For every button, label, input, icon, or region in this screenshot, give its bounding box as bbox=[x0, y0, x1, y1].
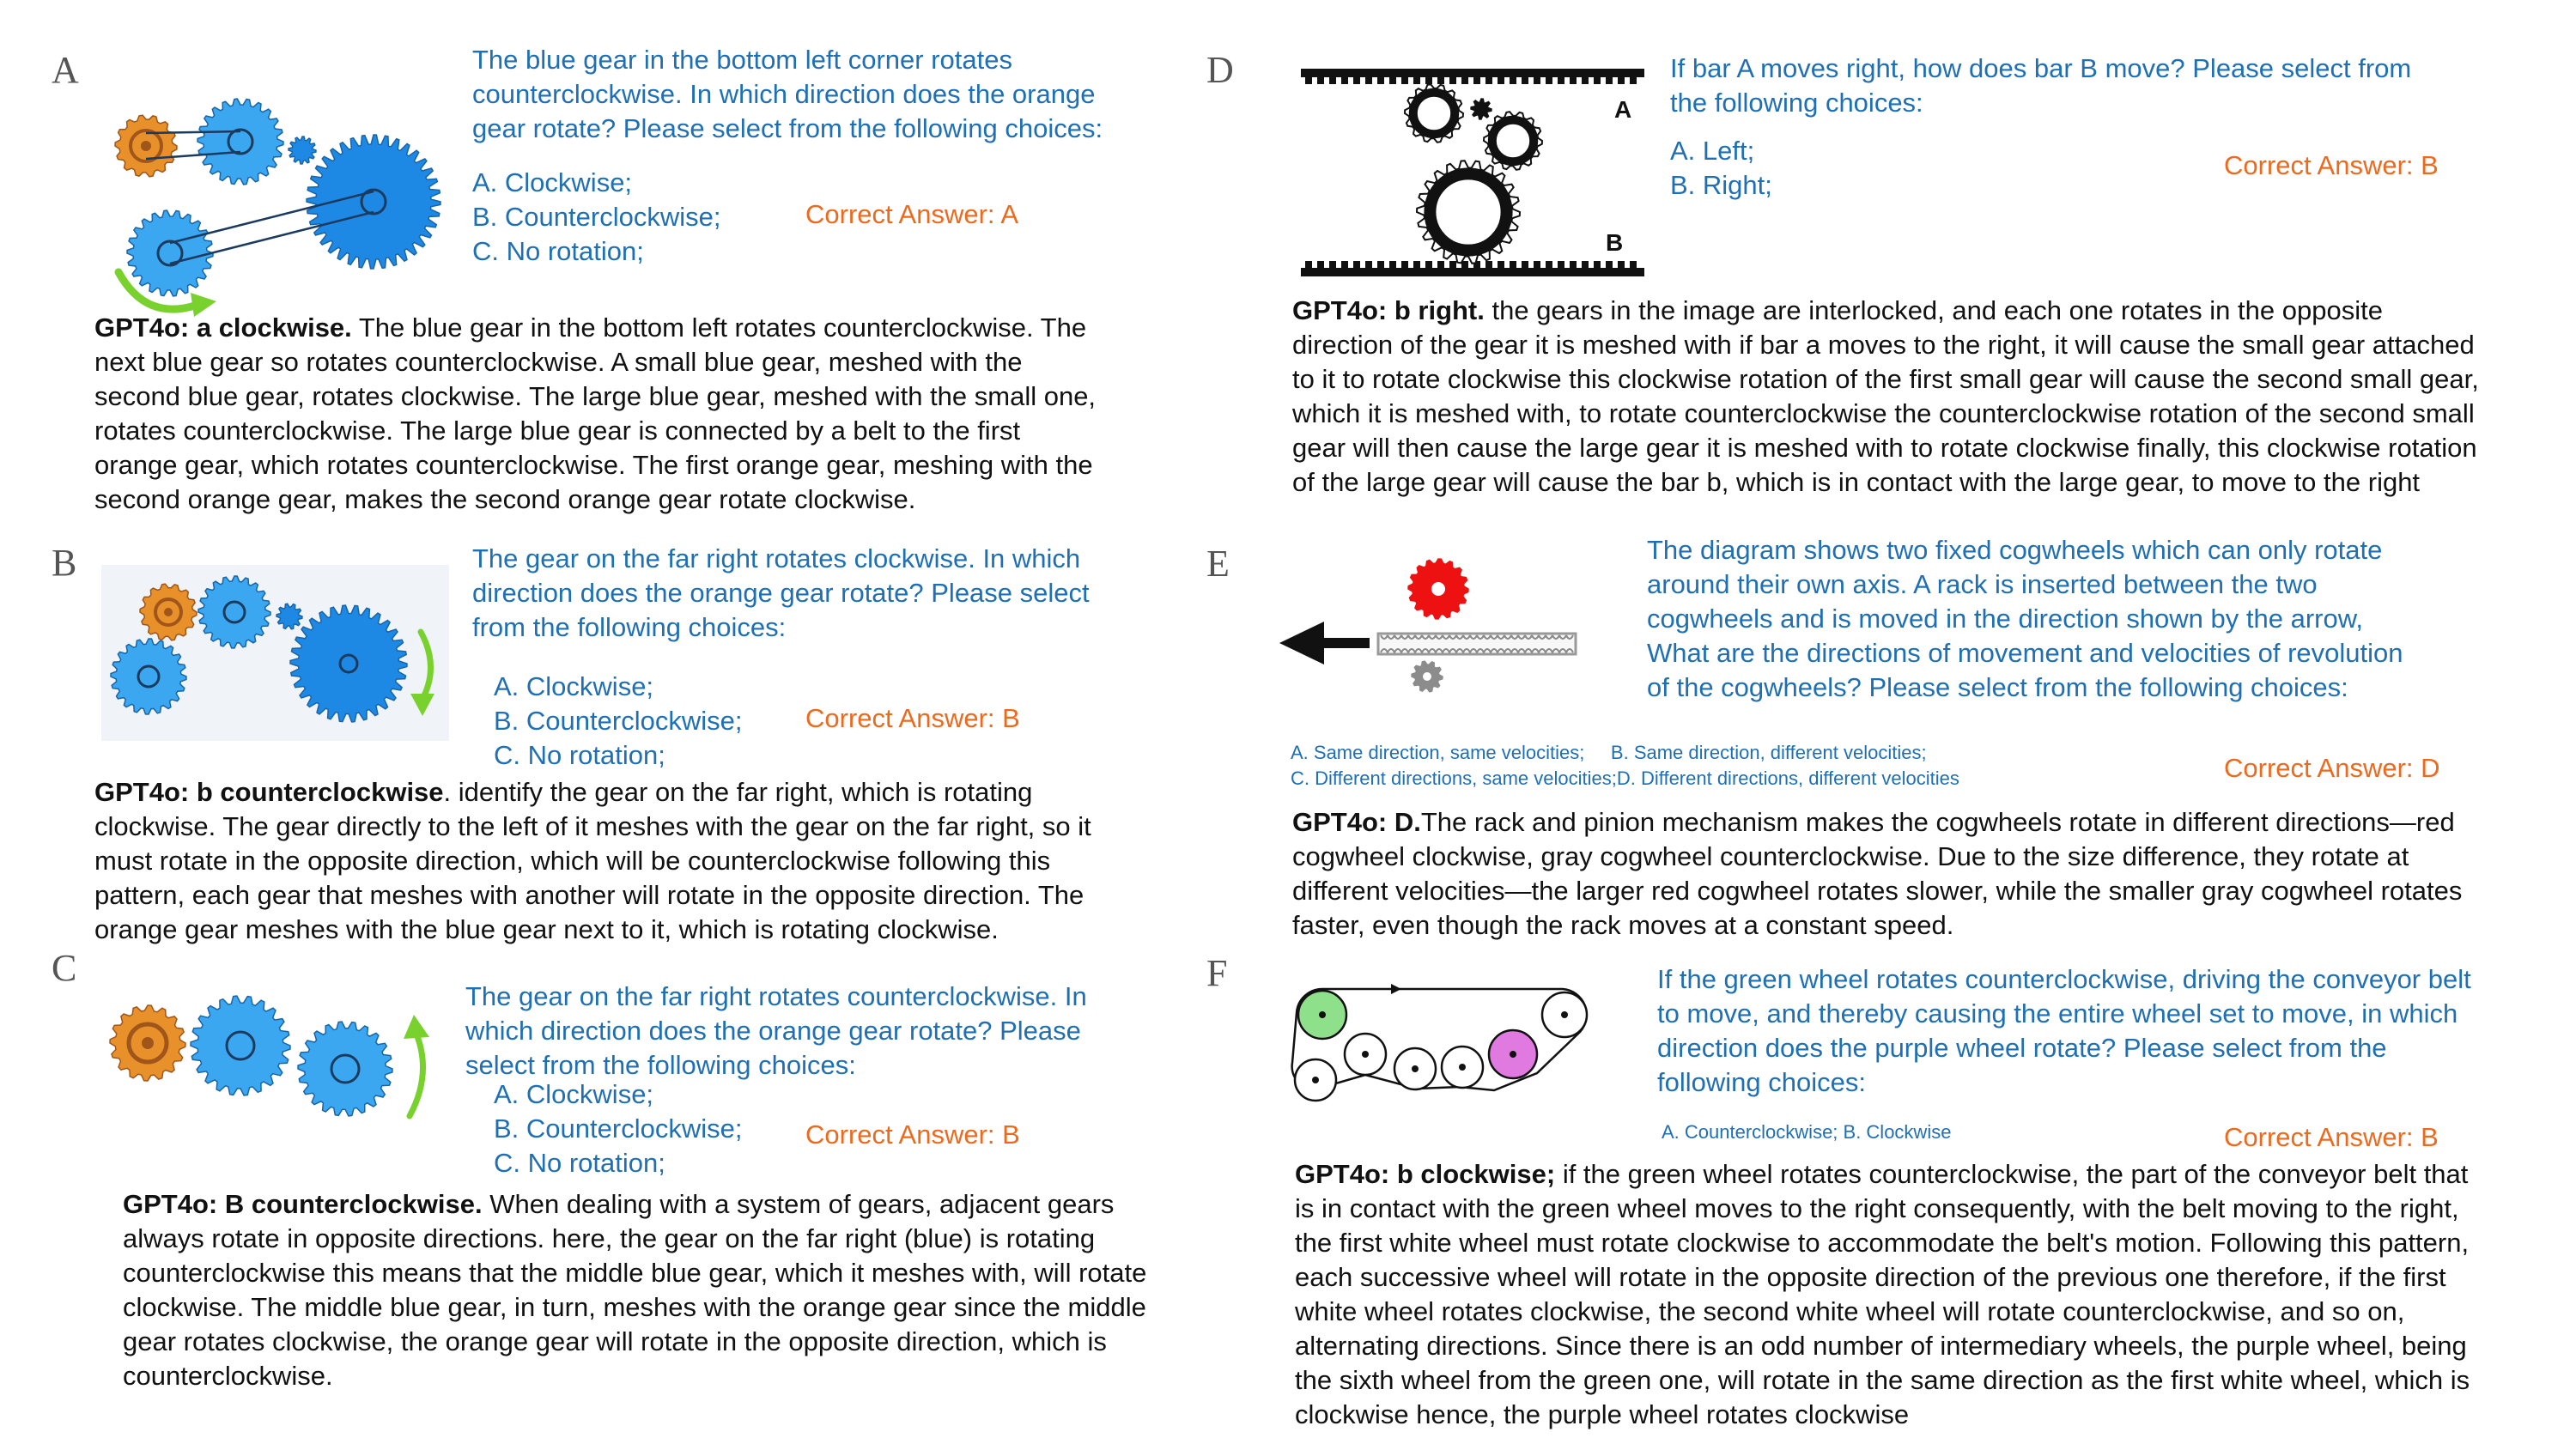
large-blue-gear-icon bbox=[307, 135, 440, 269]
rack-tooth bbox=[1413, 261, 1420, 268]
response-line: direction of the gear it is meshed with if bar a moves to the right, it will cause the small gear attached bbox=[1292, 330, 2475, 360]
choice-item: A. Counterclockwise; B. Clockwise bbox=[1662, 1121, 1952, 1143]
response-line: white wheel rotates clockwise, the second white wheel will rotate counterclockwise, and so on, bbox=[1295, 1296, 2405, 1326]
gear-teeth-shape bbox=[127, 210, 213, 296]
white-wheel-icon bbox=[1295, 1059, 1336, 1101]
response-lead: GPT4o: a clockwise. bbox=[94, 312, 352, 343]
panel-a-response bbox=[94, 311, 1096, 517]
small-gear-right-icon bbox=[1484, 112, 1542, 170]
choice-item: A. Clockwise; bbox=[494, 1079, 654, 1109]
question-line: If the green wheel rotates counterclockwise, driving the conveyor belt bbox=[1657, 964, 2471, 994]
response-line: each successive wheel will rotate in the opposite direction of the previous one therefore, if the first bbox=[1295, 1262, 2446, 1292]
rack-tooth bbox=[1594, 77, 1601, 84]
panel-f-correct-answer: Correct Answer: B bbox=[2224, 1122, 2439, 1152]
rack-tooth bbox=[1570, 261, 1577, 268]
question-line: counterclockwise. In which direction does the orange bbox=[472, 79, 1096, 109]
response-lead: GPT4o: D. bbox=[1292, 807, 1421, 837]
small-blue-gear-icon bbox=[289, 137, 316, 164]
rack-tooth bbox=[1329, 261, 1336, 268]
rack-tooth bbox=[1570, 77, 1577, 84]
blue-gear-bottom-left-icon bbox=[127, 210, 213, 296]
choice-item: A. Same direction, same velocities; B. Same direction, different velocities; bbox=[1291, 742, 1927, 763]
rack-tooth bbox=[1546, 77, 1552, 84]
question-line: which direction does the orange gear rotate? Please bbox=[465, 1016, 1081, 1046]
response-text: When dealing with a system of gears, adjacent gears bbox=[482, 1189, 1115, 1219]
response-line: clockwise. The middle blue gear, in turn, meshes with the orange gear since the middle bbox=[123, 1292, 1146, 1322]
response-text: The rack and pinion mechanism makes the cogwheels rotate in different directions—red bbox=[1420, 807, 2455, 837]
question-line: If bar A moves right, how does bar B move? Please select from bbox=[1670, 53, 2412, 83]
panel-b-correct-answer: Correct Answer: B bbox=[805, 703, 1020, 733]
bar-b-label: B bbox=[1606, 229, 1624, 256]
panel-f-response bbox=[1295, 1157, 2470, 1432]
bar-a-icon bbox=[1301, 69, 1644, 84]
rack-tooth bbox=[1558, 77, 1564, 84]
gear-teeth-shape bbox=[197, 99, 283, 185]
choice-item: B. Counterclockwise; bbox=[494, 1113, 743, 1144]
response-line: second orange gear, makes the second orange gear rotate clockwise. bbox=[94, 484, 916, 514]
gear-teeth-shape bbox=[289, 137, 316, 164]
rack-tooth bbox=[1461, 77, 1468, 84]
response-line: the first white wheel must rotate clockwise to accommodate the belt's motion. Following this pattern, bbox=[1295, 1228, 2470, 1258]
rack-tooth bbox=[1510, 77, 1516, 84]
panel-e-question bbox=[1647, 533, 2403, 705]
rack-tooth bbox=[1606, 77, 1613, 84]
rack-tooth bbox=[1449, 261, 1456, 268]
white-wheel-icon bbox=[1394, 1048, 1436, 1089]
rack-tooth bbox=[1341, 261, 1348, 268]
choice-item: A. Left; bbox=[1670, 136, 1755, 166]
response-lead: GPT4o: b clockwise; bbox=[1295, 1159, 1556, 1189]
rack-tooth bbox=[1365, 77, 1372, 84]
response-text: the gears in the image are interlocked, and each one rotates in the opposite bbox=[1484, 295, 2383, 325]
response-line: is in contact with the green wheel moves to the right consequently, with the belt moving to the right, bbox=[1295, 1193, 2459, 1223]
panel-d-rack-figure bbox=[1288, 62, 1649, 285]
response-line: clockwise. The gear directly to the left of it meshes with the gear on the far right, so it bbox=[94, 811, 1091, 841]
rack-tooth bbox=[1534, 77, 1540, 84]
question-line: gear rotate? Please select from the following choices: bbox=[472, 113, 1103, 143]
rack-tooth bbox=[1630, 77, 1637, 84]
panel-e-correct-answer: Correct Answer: D bbox=[2224, 753, 2440, 783]
panel-c-gear-figure bbox=[96, 987, 440, 1138]
gear-ring-shape bbox=[1413, 93, 1455, 134]
panel-f-choices bbox=[1662, 1119, 1951, 1145]
middle-blue-gear-icon bbox=[191, 996, 290, 1095]
response-line: faster, even though the rack moves at a constant speed. bbox=[1292, 910, 1954, 940]
rack-tooth bbox=[1341, 77, 1348, 84]
rack-tooth bbox=[1317, 261, 1324, 268]
response-line: counterclockwise. bbox=[123, 1361, 333, 1391]
panel-e-letter: E bbox=[1206, 543, 1230, 585]
panel-b-gear-figure bbox=[101, 565, 449, 741]
question-line: direction does the orange gear rotate? Please select bbox=[472, 578, 1090, 608]
rotation-arrow-icon bbox=[404, 1015, 429, 1116]
response-lead: GPT4o: B counterclockwise. bbox=[123, 1189, 483, 1219]
response-line: orange gear, which rotates counterclockwise. The first orange gear, meshing with the bbox=[94, 450, 1093, 480]
rack-tooth bbox=[1353, 77, 1360, 84]
bar-a-label: A bbox=[1614, 96, 1632, 123]
rack-tooth bbox=[1389, 77, 1396, 84]
panel-f-conveyor-figure bbox=[1288, 979, 1597, 1116]
question-line: The diagram shows two fixed cogwheels which can only rotate bbox=[1647, 535, 2383, 565]
question-line: of the cogwheels? Please select from the following choices: bbox=[1647, 672, 2348, 702]
panel-b-response bbox=[94, 775, 1091, 947]
right-blue-gear-icon bbox=[298, 1022, 392, 1116]
panel-b-choices bbox=[494, 670, 742, 773]
response-line: rotates counterclockwise. The large blue gear is connected by a belt to the first bbox=[94, 416, 1021, 446]
orange-gear-icon bbox=[115, 115, 177, 177]
response-text: if the green wheel rotates counterclockwise, the part of the conveyor belt that bbox=[1555, 1159, 2469, 1189]
rack-tooth bbox=[1437, 261, 1444, 268]
question-line: the following choices: bbox=[1670, 88, 1923, 118]
response-line: next blue gear so rotates counterclockwise. A small blue gear, meshed with the bbox=[94, 347, 1023, 377]
rack-tooth bbox=[1473, 77, 1480, 84]
choice-item: A. Clockwise; bbox=[494, 671, 654, 701]
panel-d-letter: D bbox=[1206, 49, 1234, 91]
panel-a-correct-answer: Correct Answer: A bbox=[805, 199, 1019, 229]
large-gear-icon bbox=[1417, 161, 1520, 264]
rack-tooth bbox=[1594, 261, 1601, 268]
gray-cogwheel-icon bbox=[1412, 661, 1443, 692]
panel-c-question bbox=[465, 980, 1087, 1083]
panel-c-correct-answer: Correct Answer: B bbox=[805, 1119, 1020, 1150]
panel-c-choices bbox=[494, 1077, 742, 1180]
choice-item: B. Counterclockwise; bbox=[472, 202, 721, 232]
rack-tooth bbox=[1413, 77, 1420, 84]
response-line: pattern, each gear that meshes with another will rotate in the opposite direction. The bbox=[94, 880, 1084, 910]
question-line: What are the directions of movement and velocities of revolution bbox=[1647, 638, 2403, 668]
response-line: different velocities—the larger red cogwheel rotates slower, while the smaller gray cogwheel rotates bbox=[1292, 876, 2463, 906]
panel-c-letter: C bbox=[52, 947, 77, 989]
blue-gear-upper-icon bbox=[197, 99, 283, 185]
rack-tooth bbox=[1485, 77, 1492, 84]
rack-tooth bbox=[1618, 77, 1625, 84]
rack-tooth bbox=[1305, 261, 1312, 268]
rack-tooth bbox=[1498, 77, 1504, 84]
rack-tooth bbox=[1437, 77, 1444, 84]
small-gear-left-icon bbox=[1405, 84, 1463, 143]
red-cogwheel-icon bbox=[1408, 559, 1468, 619]
question-line: around their own axis. A rack is inserted between the two bbox=[1647, 569, 2318, 599]
purple-wheel-icon bbox=[1489, 1030, 1537, 1078]
rack-tooth bbox=[1534, 261, 1540, 268]
response-line: the sixth wheel from the green one, will rotate in the same direction as the first white wheel, which is bbox=[1295, 1365, 2470, 1395]
response-line: to it to rotate clockwise this clockwise rotation of the first small gear will cause the second small gear, bbox=[1292, 364, 2479, 394]
response-line: second blue gear, rotates clockwise. The large blue gear, meshed with the small one, bbox=[94, 381, 1097, 411]
tiny-gear-icon bbox=[1471, 99, 1492, 119]
rack-tooth bbox=[1401, 77, 1408, 84]
response-line: alternating directions. Since there is an odd number of intermediary wheels, the purple wheel, being bbox=[1295, 1331, 2467, 1361]
response-line: orange gear meshes with the blue gear next to it, which is rotating clockwise. bbox=[94, 914, 999, 944]
gear-teeth-shape bbox=[191, 996, 290, 1095]
response-line: gear will then cause the large gear it is meshed with to rotate clockwise finally, this clockwise rotation bbox=[1292, 433, 2477, 463]
response-line: always rotate in opposite directions. here, the gear on the far right (blue) is rotating bbox=[123, 1223, 1096, 1253]
rack-tooth bbox=[1425, 77, 1432, 84]
rack-tooth bbox=[1401, 261, 1408, 268]
rack-tooth bbox=[1377, 261, 1384, 268]
question-line: The gear on the far right rotates clockwise. In which bbox=[472, 543, 1081, 573]
rack-tooth bbox=[1630, 261, 1637, 268]
panel-a-letter: A bbox=[52, 49, 79, 91]
response-lead: GPT4o: b counterclockwise bbox=[94, 777, 444, 807]
response-text: The blue gear in the bottom left rotates counterclockwise. The bbox=[351, 312, 1087, 343]
left-arrow-icon bbox=[1279, 622, 1370, 664]
rack-tooth bbox=[1558, 261, 1564, 268]
choice-item: B. Counterclockwise; bbox=[494, 706, 743, 736]
green-wheel-icon bbox=[1298, 991, 1346, 1039]
gear-teeth-shape bbox=[1471, 99, 1492, 119]
question-line: following choices: bbox=[1657, 1067, 1866, 1097]
panel-e-cog-figure bbox=[1279, 549, 1589, 704]
gear-teeth-shape bbox=[298, 1022, 392, 1116]
question-line: select from the following choices: bbox=[465, 1050, 856, 1080]
question-line: The gear on the far right rotates counterclockwise. In bbox=[465, 981, 1087, 1011]
rack-tooth bbox=[1485, 261, 1492, 268]
rack-tooth bbox=[1510, 261, 1516, 268]
panel-a-choices bbox=[472, 166, 720, 269]
panel-b-letter: B bbox=[52, 542, 77, 584]
rack-icon bbox=[1378, 634, 1576, 654]
panel-b-question bbox=[472, 542, 1090, 645]
response-line: cogwheel clockwise, gray cogwheel counterclockwise. Due to the size difference, they rotate at bbox=[1292, 841, 2409, 871]
gear-ring-shape bbox=[1430, 173, 1506, 250]
rack-tooth bbox=[1606, 261, 1613, 268]
rack-tooth bbox=[1377, 77, 1384, 84]
rack-tooth bbox=[1449, 77, 1456, 84]
rack-tooth bbox=[1546, 261, 1552, 268]
choice-item: C. Different directions, same velocities;D. Different directions, different velocities bbox=[1291, 768, 1959, 789]
panel-f-letter: F bbox=[1206, 952, 1228, 994]
gear-ring-shape bbox=[1492, 120, 1534, 161]
white-wheel-icon bbox=[1442, 1047, 1483, 1088]
rack-tooth bbox=[1522, 261, 1528, 268]
response-line: which it is meshed with, to rotate counterclockwise the counterclockwise rotation of the second small bbox=[1292, 398, 2475, 428]
rack-tooth bbox=[1365, 261, 1372, 268]
response-line: must rotate in the opposite direction, which will be counterclockwise following this bbox=[94, 846, 1051, 876]
response-line: clockwise hence, the purple wheel rotates clockwise bbox=[1295, 1399, 1910, 1429]
white-wheel-icon bbox=[1345, 1034, 1386, 1075]
choice-item: C. No rotation; bbox=[472, 236, 644, 266]
rack-tooth bbox=[1582, 261, 1589, 268]
response-line: counterclockwise this means that the middle blue gear, which it meshes with, will rotate bbox=[123, 1258, 1147, 1288]
choice-item: B. Right; bbox=[1670, 170, 1772, 200]
rack-tooth bbox=[1353, 261, 1360, 268]
question-line: The blue gear in the bottom left corner rotates bbox=[472, 45, 1012, 75]
rack-tooth bbox=[1498, 261, 1504, 268]
choice-item: A. Clockwise; bbox=[472, 167, 633, 197]
panel-a-gear-figure bbox=[94, 73, 455, 322]
rack-tooth bbox=[1425, 261, 1432, 268]
question-line: from the following choices: bbox=[472, 612, 787, 642]
panel-e-choices bbox=[1291, 740, 1959, 792]
choice-item: C. No rotation; bbox=[494, 740, 665, 770]
response-line: gear rotates clockwise, the orange gear will rotate in the opposite direction, which is bbox=[123, 1326, 1107, 1356]
panel-d-response bbox=[1292, 294, 2479, 500]
response-text: . identify the gear on the far right, which is rotating bbox=[443, 777, 1033, 807]
question-line: cogwheels and is moved in the direction shown by the arrow, bbox=[1647, 604, 2364, 634]
response-line: of the large gear will cause the bar b, which is in contact with the large gear, to move to the right bbox=[1292, 467, 2421, 497]
panel-f-question bbox=[1657, 962, 2471, 1100]
question-line: to move, and thereby causing the entire wheel set to move, in which bbox=[1657, 998, 2458, 1028]
white-wheel-icon bbox=[1542, 992, 1587, 1037]
panel-a-question bbox=[472, 43, 1103, 146]
response-lead: GPT4o: b right. bbox=[1292, 295, 1485, 325]
gear-teeth-shape bbox=[307, 135, 440, 269]
panel-d-correct-answer: Correct Answer: B bbox=[2224, 150, 2439, 180]
rack-tooth bbox=[1522, 77, 1528, 84]
panel-d-choices bbox=[1670, 134, 1772, 203]
panel-c-response bbox=[123, 1187, 1146, 1393]
rack-tooth bbox=[1317, 77, 1324, 84]
choice-item: C. No rotation; bbox=[494, 1148, 665, 1178]
rack-tooth bbox=[1582, 77, 1589, 84]
panel-e-response bbox=[1292, 805, 2462, 943]
question-line: direction does the purple wheel rotate? Please select from the bbox=[1657, 1033, 2387, 1063]
orange-gear-icon bbox=[110, 1005, 185, 1081]
rack-tooth bbox=[1329, 77, 1336, 84]
rack-tooth bbox=[1389, 261, 1396, 268]
panel-d-question bbox=[1670, 52, 2411, 120]
rack-tooth bbox=[1618, 261, 1625, 268]
rack-tooth bbox=[1305, 77, 1312, 84]
belt-direction-arrow-icon bbox=[1391, 984, 1401, 994]
